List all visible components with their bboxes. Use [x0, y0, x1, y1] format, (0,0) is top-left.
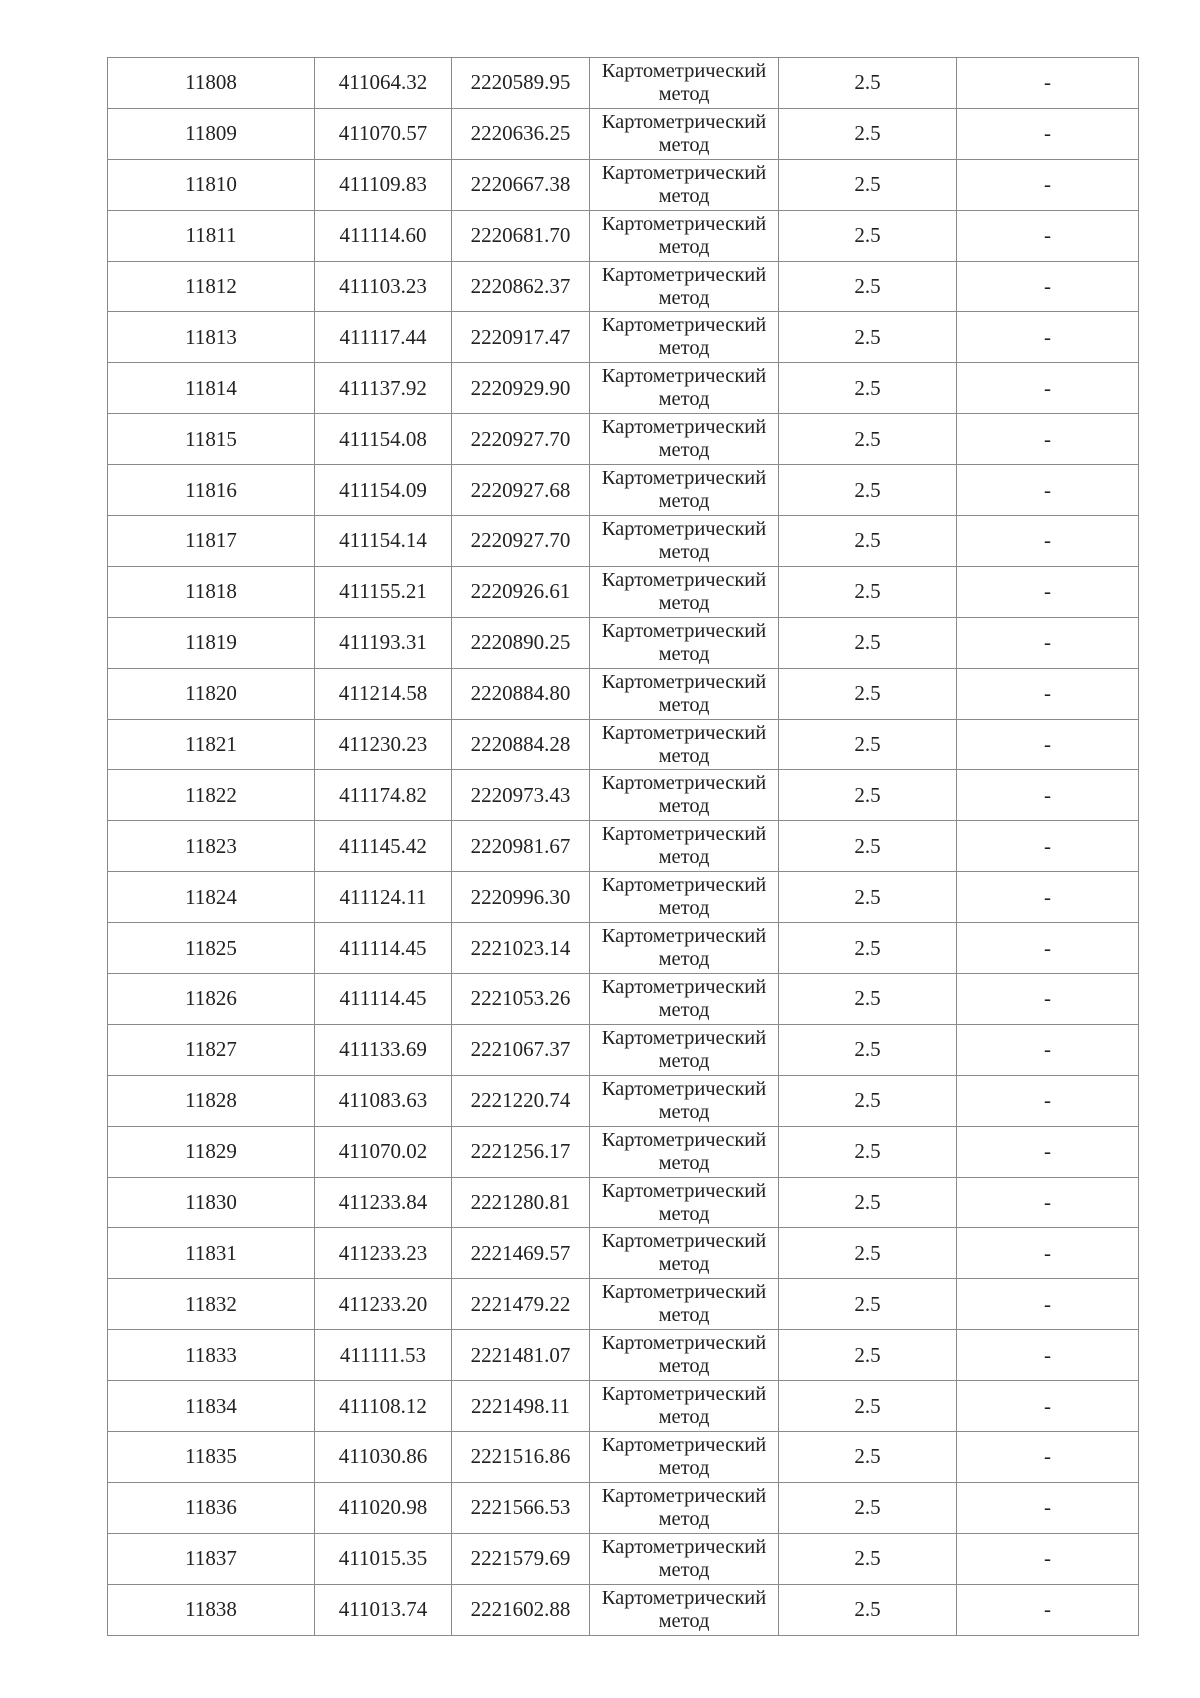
y-coordinate-cell: 2221023.14 — [452, 923, 590, 974]
method-line-1: Картометрический — [601, 1026, 767, 1049]
y-coordinate-cell: 2221479.22 — [452, 1279, 590, 1330]
coordinates-table — [107, 57, 1139, 1636]
x-coordinate-cell: 411070.02 — [315, 1126, 452, 1177]
y-coordinate-cell: 2221516.86 — [452, 1432, 590, 1483]
method-line-2: метод — [658, 184, 710, 207]
table-row — [108, 1279, 1139, 1330]
accuracy-cell: 2.5 — [779, 1432, 957, 1483]
table-row — [108, 159, 1139, 210]
point-number-cell: 11833 — [108, 1330, 315, 1381]
method-cell — [590, 516, 779, 567]
y-coordinate-cell: 2221469.57 — [452, 1228, 590, 1279]
method-line-2: метод — [658, 1507, 710, 1530]
method-line-1: Картометрический — [601, 1230, 767, 1253]
method-cell — [590, 58, 779, 109]
x-coordinate-cell: 411133.69 — [315, 1024, 452, 1075]
note-cell: - — [957, 1126, 1139, 1177]
table-row — [108, 1177, 1139, 1228]
table-row — [108, 821, 1139, 872]
method-cell — [590, 770, 779, 821]
y-coordinate-cell: 2221220.74 — [452, 1075, 590, 1126]
note-cell: - — [957, 1482, 1139, 1533]
table-row — [108, 872, 1139, 923]
y-coordinate-cell: 2220917.47 — [452, 312, 590, 363]
method-line-2: метод — [658, 1406, 710, 1429]
note-cell: - — [957, 58, 1139, 109]
method-cell — [590, 566, 779, 617]
method-cell — [590, 1126, 779, 1177]
y-coordinate-cell: 2221602.88 — [452, 1584, 590, 1635]
method-line-1: Картометрический — [601, 1281, 767, 1304]
table-row — [108, 1584, 1139, 1635]
accuracy-cell: 2.5 — [779, 159, 957, 210]
table-row — [108, 1533, 1139, 1584]
accuracy-cell: 2.5 — [779, 312, 957, 363]
y-coordinate-cell: 2221566.53 — [452, 1482, 590, 1533]
table-row — [108, 770, 1139, 821]
method-line-1: Картометрический — [601, 59, 767, 82]
method-line-1: Картометрический — [601, 1077, 767, 1100]
accuracy-cell: 2.5 — [779, 923, 957, 974]
note-cell: - — [957, 465, 1139, 516]
x-coordinate-cell: 411111.53 — [315, 1330, 452, 1381]
note-cell: - — [957, 261, 1139, 312]
method-cell — [590, 617, 779, 668]
y-coordinate-cell: 2220996.30 — [452, 872, 590, 923]
point-number-cell: 11824 — [108, 872, 315, 923]
x-coordinate-cell: 411114.45 — [315, 974, 452, 1025]
note-cell: - — [957, 516, 1139, 567]
method-line-2: метод — [658, 439, 710, 462]
method-line-2: метод — [658, 133, 710, 156]
y-coordinate-cell: 2221280.81 — [452, 1177, 590, 1228]
method-cell — [590, 1584, 779, 1635]
method-cell — [590, 1075, 779, 1126]
point-number-cell: 11826 — [108, 974, 315, 1025]
method-cell — [590, 668, 779, 719]
method-cell — [590, 719, 779, 770]
x-coordinate-cell: 411030.86 — [315, 1432, 452, 1483]
accuracy-cell: 2.5 — [779, 516, 957, 567]
y-coordinate-cell: 2220929.90 — [452, 363, 590, 414]
method-line-2: метод — [658, 897, 710, 920]
x-coordinate-cell: 411108.12 — [315, 1381, 452, 1432]
table-row — [108, 1482, 1139, 1533]
method-cell — [590, 108, 779, 159]
method-cell — [590, 1228, 779, 1279]
x-coordinate-cell: 411155.21 — [315, 566, 452, 617]
method-line-2: метод — [658, 642, 710, 665]
method-line-2: метод — [658, 1100, 710, 1123]
method-cell — [590, 1533, 779, 1584]
y-coordinate-cell: 2221067.37 — [452, 1024, 590, 1075]
x-coordinate-cell: 411114.45 — [315, 923, 452, 974]
method-line-1: Картометрический — [601, 517, 767, 540]
coordinates-table-body — [108, 58, 1139, 1636]
method-line-1: Картометрический — [601, 1128, 767, 1151]
table-row — [108, 516, 1139, 567]
x-coordinate-cell: 411064.32 — [315, 58, 452, 109]
note-cell: - — [957, 1381, 1139, 1432]
point-number-cell: 11834 — [108, 1381, 315, 1432]
method-line-2: метод — [658, 286, 710, 309]
y-coordinate-cell: 2221481.07 — [452, 1330, 590, 1381]
method-line-2: метод — [658, 846, 710, 869]
table-row — [108, 210, 1139, 261]
note-cell: - — [957, 1177, 1139, 1228]
accuracy-cell: 2.5 — [779, 1024, 957, 1075]
point-number-cell: 11836 — [108, 1482, 315, 1533]
y-coordinate-cell: 2220681.70 — [452, 210, 590, 261]
note-cell: - — [957, 1228, 1139, 1279]
method-cell — [590, 414, 779, 465]
y-coordinate-cell: 2220636.25 — [452, 108, 590, 159]
method-line-2: метод — [658, 1456, 710, 1479]
method-cell — [590, 821, 779, 872]
point-number-cell: 11808 — [108, 58, 315, 109]
accuracy-cell: 2.5 — [779, 261, 957, 312]
note-cell: - — [957, 821, 1139, 872]
y-coordinate-cell: 2220927.70 — [452, 516, 590, 567]
method-line-1: Картометрический — [601, 670, 767, 693]
point-number-cell: 11832 — [108, 1279, 315, 1330]
point-number-cell: 11829 — [108, 1126, 315, 1177]
note-cell: - — [957, 159, 1139, 210]
method-line-2: метод — [658, 948, 710, 971]
method-line-1: Картометрический — [601, 1179, 767, 1202]
y-coordinate-cell: 2221053.26 — [452, 974, 590, 1025]
x-coordinate-cell: 411070.57 — [315, 108, 452, 159]
accuracy-cell: 2.5 — [779, 1533, 957, 1584]
method-line-1: Картометрический — [601, 161, 767, 184]
table-row — [108, 1330, 1139, 1381]
note-cell: - — [957, 1024, 1139, 1075]
note-cell: - — [957, 363, 1139, 414]
x-coordinate-cell: 411083.63 — [315, 1075, 452, 1126]
note-cell: - — [957, 210, 1139, 261]
table-row — [108, 363, 1139, 414]
note-cell: - — [957, 414, 1139, 465]
x-coordinate-cell: 411233.23 — [315, 1228, 452, 1279]
accuracy-cell: 2.5 — [779, 668, 957, 719]
method-line-2: метод — [658, 540, 710, 563]
method-line-1: Картометрический — [601, 1383, 767, 1406]
method-cell — [590, 974, 779, 1025]
point-number-cell: 11818 — [108, 566, 315, 617]
method-cell — [590, 1177, 779, 1228]
point-number-cell: 11825 — [108, 923, 315, 974]
note-cell: - — [957, 1533, 1139, 1584]
method-cell — [590, 261, 779, 312]
note-cell: - — [957, 1584, 1139, 1635]
y-coordinate-cell: 2221498.11 — [452, 1381, 590, 1432]
method-line-1: Картометрический — [601, 823, 767, 846]
method-line-2: метод — [658, 1355, 710, 1378]
method-cell — [590, 1432, 779, 1483]
method-line-2: метод — [658, 337, 710, 360]
point-number-cell: 11837 — [108, 1533, 315, 1584]
accuracy-cell: 2.5 — [779, 1228, 957, 1279]
y-coordinate-cell: 2220890.25 — [452, 617, 590, 668]
method-cell — [590, 1330, 779, 1381]
table-row — [108, 1381, 1139, 1432]
method-line-2: метод — [658, 998, 710, 1021]
y-coordinate-cell: 2221256.17 — [452, 1126, 590, 1177]
table-row — [108, 58, 1139, 109]
accuracy-cell: 2.5 — [779, 974, 957, 1025]
accuracy-cell: 2.5 — [779, 465, 957, 516]
x-coordinate-cell: 411154.14 — [315, 516, 452, 567]
method-line-2: метод — [658, 1304, 710, 1327]
method-cell — [590, 872, 779, 923]
point-number-cell: 11809 — [108, 108, 315, 159]
point-number-cell: 11835 — [108, 1432, 315, 1483]
method-line-2: метод — [658, 235, 710, 258]
note-cell: - — [957, 1432, 1139, 1483]
accuracy-cell: 2.5 — [779, 821, 957, 872]
method-cell — [590, 1381, 779, 1432]
point-number-cell: 11831 — [108, 1228, 315, 1279]
accuracy-cell: 2.5 — [779, 1330, 957, 1381]
table-row — [108, 923, 1139, 974]
method-line-1: Картометрический — [601, 874, 767, 897]
method-line-1: Картометрический — [601, 263, 767, 286]
accuracy-cell: 2.5 — [779, 770, 957, 821]
x-coordinate-cell: 411193.31 — [315, 617, 452, 668]
y-coordinate-cell: 2220884.28 — [452, 719, 590, 770]
method-line-1: Картометрический — [601, 110, 767, 133]
point-number-cell: 11830 — [108, 1177, 315, 1228]
method-line-2: метод — [658, 1253, 710, 1276]
accuracy-cell: 2.5 — [779, 872, 957, 923]
method-line-2: метод — [658, 744, 710, 767]
method-line-1: Картометрический — [601, 365, 767, 388]
x-coordinate-cell: 411233.20 — [315, 1279, 452, 1330]
note-cell: - — [957, 719, 1139, 770]
method-line-1: Картометрический — [601, 975, 767, 998]
x-coordinate-cell: 411174.82 — [315, 770, 452, 821]
y-coordinate-cell: 2220927.68 — [452, 465, 590, 516]
method-line-1: Картометрический — [601, 1332, 767, 1355]
accuracy-cell: 2.5 — [779, 414, 957, 465]
x-coordinate-cell: 411109.83 — [315, 159, 452, 210]
method-line-1: Картометрический — [601, 721, 767, 744]
x-coordinate-cell: 411137.92 — [315, 363, 452, 414]
y-coordinate-cell: 2220862.37 — [452, 261, 590, 312]
x-coordinate-cell: 411214.58 — [315, 668, 452, 719]
method-cell — [590, 1024, 779, 1075]
point-number-cell: 11812 — [108, 261, 315, 312]
method-line-2: метод — [658, 795, 710, 818]
y-coordinate-cell: 2220981.67 — [452, 821, 590, 872]
x-coordinate-cell: 411117.44 — [315, 312, 452, 363]
table-row — [108, 1024, 1139, 1075]
point-number-cell: 11828 — [108, 1075, 315, 1126]
table-row — [108, 719, 1139, 770]
point-number-cell: 11821 — [108, 719, 315, 770]
note-cell: - — [957, 974, 1139, 1025]
method-cell — [590, 1482, 779, 1533]
method-line-1: Картометрический — [601, 212, 767, 235]
x-coordinate-cell: 411233.84 — [315, 1177, 452, 1228]
point-number-cell: 11838 — [108, 1584, 315, 1635]
accuracy-cell: 2.5 — [779, 1075, 957, 1126]
x-coordinate-cell: 411230.23 — [315, 719, 452, 770]
accuracy-cell: 2.5 — [779, 1381, 957, 1432]
note-cell: - — [957, 1279, 1139, 1330]
method-line-2: метод — [658, 1202, 710, 1225]
point-number-cell: 11827 — [108, 1024, 315, 1075]
method-line-2: метод — [658, 1609, 710, 1632]
method-line-1: Картометрический — [601, 416, 767, 439]
method-cell — [590, 363, 779, 414]
method-line-1: Картометрический — [601, 925, 767, 948]
method-line-1: Картометрический — [601, 1586, 767, 1609]
table-row — [108, 668, 1139, 719]
accuracy-cell: 2.5 — [779, 1584, 957, 1635]
x-coordinate-cell: 411015.35 — [315, 1533, 452, 1584]
method-line-2: метод — [658, 591, 710, 614]
y-coordinate-cell: 2220667.38 — [452, 159, 590, 210]
method-cell — [590, 465, 779, 516]
accuracy-cell: 2.5 — [779, 1177, 957, 1228]
y-coordinate-cell: 2220973.43 — [452, 770, 590, 821]
table-row — [108, 566, 1139, 617]
method-line-1: Картометрический — [601, 314, 767, 337]
y-coordinate-cell: 2220926.61 — [452, 566, 590, 617]
note-cell: - — [957, 108, 1139, 159]
x-coordinate-cell: 411154.08 — [315, 414, 452, 465]
accuracy-cell: 2.5 — [779, 1482, 957, 1533]
x-coordinate-cell: 411154.09 — [315, 465, 452, 516]
point-number-cell: 11822 — [108, 770, 315, 821]
x-coordinate-cell: 411013.74 — [315, 1584, 452, 1635]
method-cell — [590, 210, 779, 261]
table-row — [108, 465, 1139, 516]
method-cell — [590, 159, 779, 210]
method-line-2: метод — [658, 82, 710, 105]
point-number-cell: 11811 — [108, 210, 315, 261]
note-cell: - — [957, 1330, 1139, 1381]
method-line-1: Картометрический — [601, 467, 767, 490]
point-number-cell: 11820 — [108, 668, 315, 719]
method-line-1: Картометрический — [601, 568, 767, 591]
y-coordinate-cell: 2220927.70 — [452, 414, 590, 465]
table-row — [108, 414, 1139, 465]
accuracy-cell: 2.5 — [779, 1126, 957, 1177]
note-cell: - — [957, 617, 1139, 668]
x-coordinate-cell: 411124.11 — [315, 872, 452, 923]
method-line-2: метод — [658, 490, 710, 513]
method-line-1: Картометрический — [601, 1484, 767, 1507]
method-line-2: метод — [658, 388, 710, 411]
note-cell: - — [957, 770, 1139, 821]
method-cell — [590, 1279, 779, 1330]
accuracy-cell: 2.5 — [779, 210, 957, 261]
table-row — [108, 261, 1139, 312]
table-row — [108, 1126, 1139, 1177]
method-line-1: Картометрический — [601, 1535, 767, 1558]
note-cell: - — [957, 566, 1139, 617]
point-number-cell: 11814 — [108, 363, 315, 414]
table-row — [108, 312, 1139, 363]
method-cell — [590, 312, 779, 363]
table-row — [108, 974, 1139, 1025]
accuracy-cell: 2.5 — [779, 1279, 957, 1330]
point-number-cell: 11810 — [108, 159, 315, 210]
method-line-2: метод — [658, 1151, 710, 1174]
table-row — [108, 617, 1139, 668]
point-number-cell: 11819 — [108, 617, 315, 668]
accuracy-cell: 2.5 — [779, 617, 957, 668]
x-coordinate-cell: 411114.60 — [315, 210, 452, 261]
point-number-cell: 11815 — [108, 414, 315, 465]
method-cell — [590, 923, 779, 974]
accuracy-cell: 2.5 — [779, 108, 957, 159]
y-coordinate-cell: 2220589.95 — [452, 58, 590, 109]
x-coordinate-cell: 411145.42 — [315, 821, 452, 872]
method-line-1: Картометрический — [601, 1433, 767, 1456]
y-coordinate-cell: 2220884.80 — [452, 668, 590, 719]
note-cell: - — [957, 312, 1139, 363]
accuracy-cell: 2.5 — [779, 58, 957, 109]
x-coordinate-cell: 411103.23 — [315, 261, 452, 312]
method-line-2: метод — [658, 1558, 710, 1581]
method-line-2: метод — [658, 1049, 710, 1072]
accuracy-cell: 2.5 — [779, 566, 957, 617]
method-line-1: Картометрический — [601, 772, 767, 795]
note-cell: - — [957, 1075, 1139, 1126]
table-row — [108, 1228, 1139, 1279]
table-row — [108, 1432, 1139, 1483]
note-cell: - — [957, 668, 1139, 719]
method-line-1: Картометрический — [601, 619, 767, 642]
point-number-cell: 11817 — [108, 516, 315, 567]
table-row — [108, 1075, 1139, 1126]
point-number-cell: 11816 — [108, 465, 315, 516]
note-cell: - — [957, 923, 1139, 974]
point-number-cell: 11823 — [108, 821, 315, 872]
table-row — [108, 108, 1139, 159]
y-coordinate-cell: 2221579.69 — [452, 1533, 590, 1584]
method-line-2: метод — [658, 693, 710, 716]
point-number-cell: 11813 — [108, 312, 315, 363]
accuracy-cell: 2.5 — [779, 363, 957, 414]
note-cell: - — [957, 872, 1139, 923]
accuracy-cell: 2.5 — [779, 719, 957, 770]
x-coordinate-cell: 411020.98 — [315, 1482, 452, 1533]
